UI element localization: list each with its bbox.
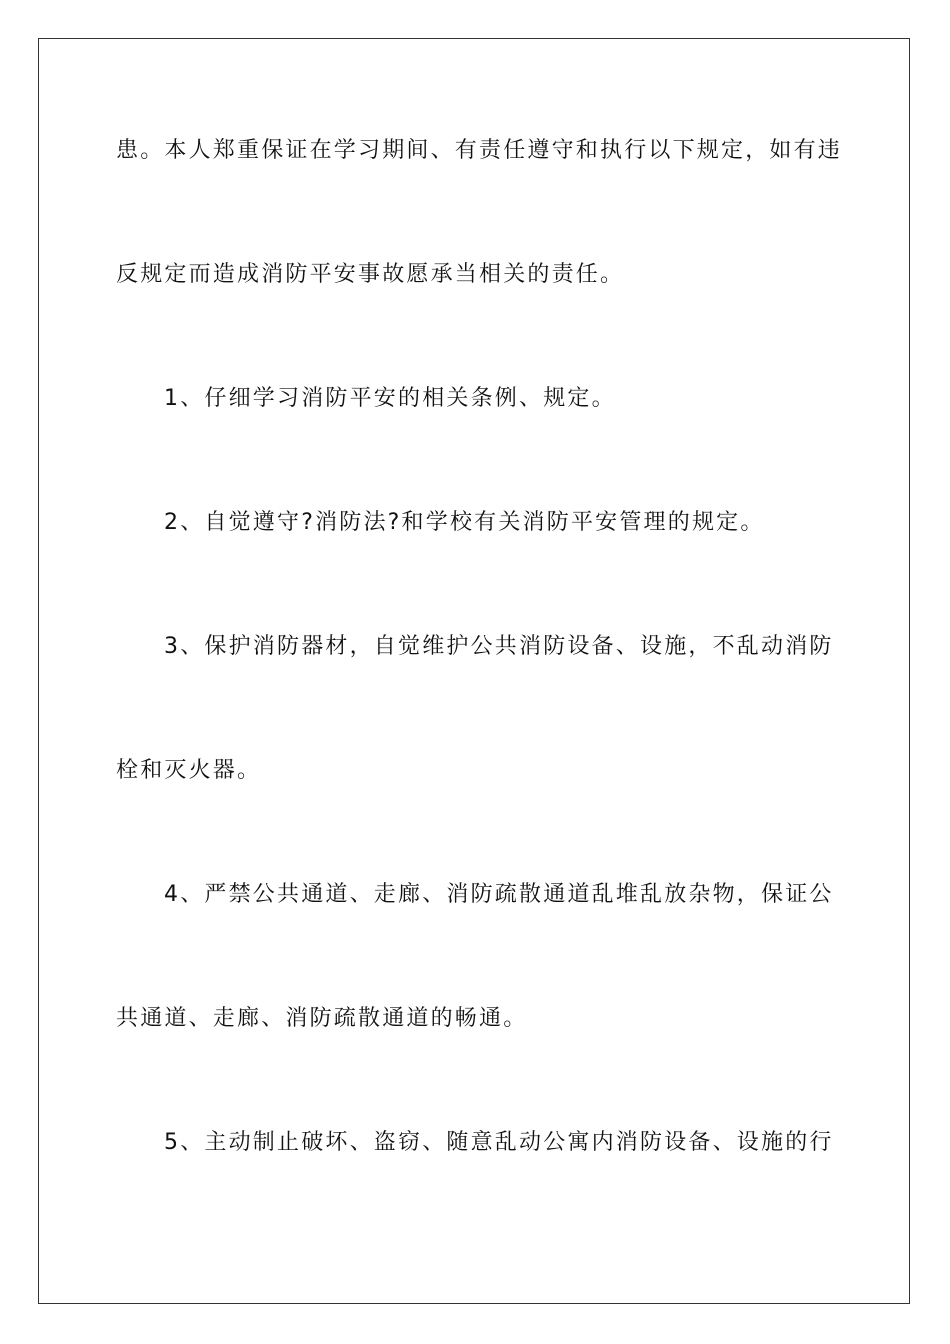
list-item-5: 5、主动制止破坏、盗窃、随意乱动公寓内消防设备、设施的行 — [164, 1130, 834, 1155]
list-item-4: 4、严禁公共通道、走廊、消防疏散通道乱堆乱放杂物，保证公 — [164, 882, 834, 907]
list-item-3-continued: 栓和灭火器。 — [116, 758, 262, 783]
text-line: 反规定而造成消防平安事故愿承当相关的责任。 — [116, 262, 625, 287]
list-item-2: 2、自觉遵守?消防法?和学校有关消防平安管理的规定。 — [164, 510, 765, 535]
text-line: 患。本人郑重保证在学习期间、有责任遵守和执行以下规定，如有违 — [116, 138, 843, 163]
list-item-3: 3、保护消防器材，自觉维护公共消防设备、设施，不乱动消防 — [164, 634, 834, 659]
page-border — [38, 38, 910, 1304]
list-item-1: 1、仔细学习消防平安的相关条例、规定。 — [164, 386, 616, 411]
list-item-4-continued: 共通道、走廊、消防疏散通道的畅通。 — [116, 1006, 528, 1031]
